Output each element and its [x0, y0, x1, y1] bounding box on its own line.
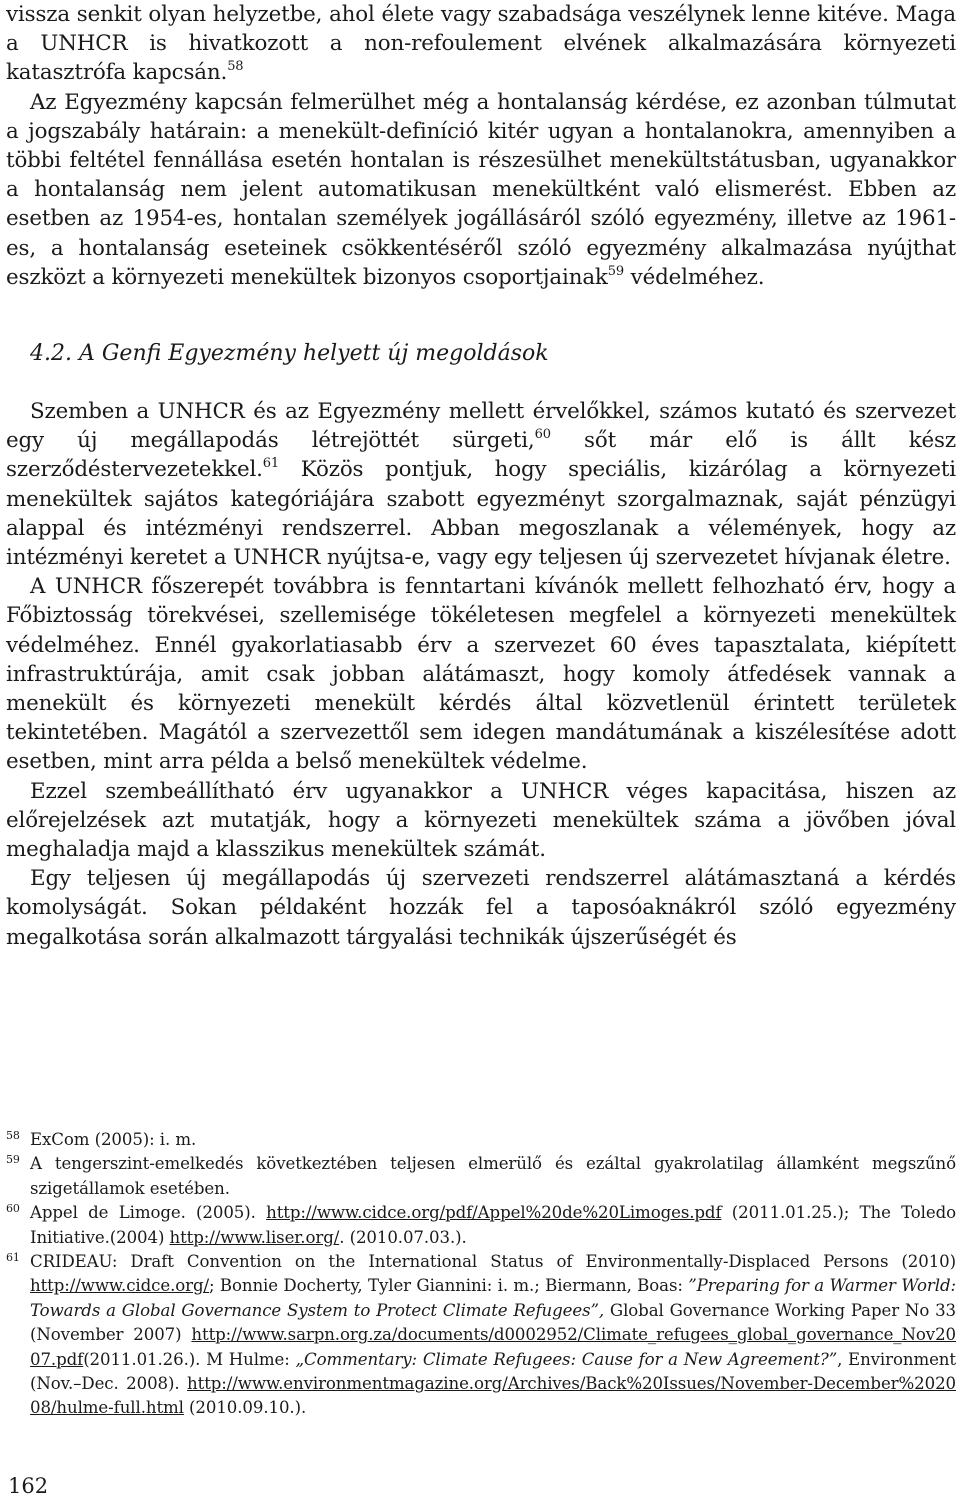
footnote-61: [6, 1250, 956, 1421]
body-text: [6, 0, 956, 292]
footnotes: [6, 1128, 956, 1421]
footnote-ref-60[interactable]: 60: [534, 427, 551, 443]
body-text-section: [6, 397, 956, 952]
footnote-text: Appel de Limoge. (2005). http://www.cidce.org/pdf/Appel%20de%20Limoges.pdf (2011.01.25.); The Toledo Initiative.(2004) http://www.liser.org/. (2010.07.03.).: [30, 1203, 956, 1247]
footnote-ref-58[interactable]: 58: [227, 59, 244, 75]
footnote-ref-59[interactable]: 59: [607, 263, 624, 279]
footnote-number: 61: [6, 1251, 20, 1265]
page-content: [6, 0, 956, 952]
footnote-59: [6, 1152, 956, 1201]
footnote-text: CRIDEAU: Draft Convention on the International Status of Environmentally-Displaced Persons (2010) http://www.cidce.org/; Bonnie Docherty, Tyler Giannini: i. m.; Biermann, Boas: ”Preparing for a Warmer World: Towards a Global Governance System to Protect Climate Refugees”, Global Governance Working Paper No 33 (November 2007) http://www.sarpn.org.za/documents/d0002952/Climate_refugees_global_governance_Nov2007.pdf(2011.01.26.). M Hulme: „Commentary: Climate Refugees: Cause for a New Agreement?”, Environment (Nov.–Dec. 2008). http://www.environmentmagazine.org/Archives/Back%20Issues/November-December%202008/hulme-full.html (2010.09.10.).: [30, 1252, 957, 1418]
footnote-number: 60: [6, 1202, 20, 1216]
paragraph-continued: vissza senkit olyan helyzetbe, ahol élete vagy szabadsága veszélynek lenne kitéve. Maga a UNHCR is hivatkozott a non-refoulement elvének alkalmazására környezeti katasztrófa kapcsán.$^{58}$: [6, 2, 956, 86]
paragraph-new-convention: Egy teljesen új megállapodás új szervezeti rendszerrel alátámasztaná a kérdés komolyságát. Sokan példaként hozzák fel a taposóaknákról szóló egyezmény megalkotása során alkalmazott tárgyalási technikák újszerűségét és: [6, 866, 956, 950]
footnote-ref-61[interactable]: 61: [262, 456, 280, 472]
footnote-60: [6, 1201, 956, 1250]
paragraph-capacity: Ezzel szembeállítható érv ugyanakkor a UNHCR véges kapacitása, hiszen az előrejelzések azt mutatják, hogy a környezeti menekültek száma a jövőben jóval meghaladja majd a klasszikus menekültek számát.: [6, 778, 956, 863]
footnote-number: 58: [6, 1129, 20, 1142]
footnote-text: A tengerszint-emelkedés következtében teljesen elmerülő és ezáltal gyakrolatilag államként megszűnő szigetállamok esetében.: [30, 1154, 956, 1198]
footnote-text: ExCom (2005): i. m.: [30, 1130, 197, 1149]
link-cidce[interactable]: http://www.cidce.org/: [30, 1276, 209, 1296]
page-number: 162: [8, 1474, 49, 1498]
link-sarpn[interactable]: http://www.sarpn.org.za/documents/d0002952/Climate_refugees_global_governance_Nov2007.pdf: [30, 1325, 956, 1369]
paragraph-statelessness: Az Egyezmény kapcsán felmerülhet még a hontalanság kérdése, ez azonban túlmutat a jogszabály határain: a menekült-definíció kitér ugyan a hontalanokra, amennyiben a többi feltétel fennállása esetén hontalan is részesülhet menekültstátusban, ugyanakkor a hontalanság nem jelent automatikusan menekültként való elismerést. Ebben az esetben az 1954-es, hontalan személyek jogállásáról szóló egyezmény, illetve az 1961-es, a hontalanság eseteinek csökkentéséről szóló egyezmény alkalmazása nyújthat eszközt a környezeti menekültek bizonyos csoportjainak$^{59}$ védelméhez.: [6, 89, 956, 290]
link-liser[interactable]: http://www.liser.org/: [169, 1227, 340, 1247]
link-environment-magazine[interactable]: http://www.environmentmagazine.org/Archives/Back%20Issues/November-December%202008/hulme-full.html: [30, 1374, 956, 1418]
paragraph-new-agreement: Szemben a UNHCR és az Egyezmény mellett érvelőkkel, számos kutató és szervezet egy új megállapodás létrejöttét sürgeti,$^{60}$ sőt már elő is állt kész szerződéstervezetekkel.$^{61}$ Közös pontjuk, hogy speciális, kizárólag a környezeti menekültek sajátos kategóriájára szabott egyezményt szorgalmaznak, saját pénzügyi alappal és intézményi rendszerrel. Abban megoszlanak a vélemények, hogy az intézményi keretet a UNHCR nyújtsa-e, vagy egy teljesen új szervezetet hívjanak életre.: [6, 399, 956, 571]
section-heading: 4.2. A Genfi Egyezmény helyett új megoldások: [30, 341, 549, 367]
paragraph-unhcr-role: A UNHCR főszerepét továbbra is fenntartani kívánók mellett felhozható érv, hogy a Főbiztosság törekvései, szellemisége tökéletesen megfelel a környezeti menekültek védelméhez. Ennél gyakorlatiasabb érv a szervezet 60 éves tapasztalata, kiépített infrastruktúrája, amit csak jobban alátámaszt, hogy komoly átfedések vannak a menekült és környezeti menekült kérdés által közvetlenül érintett területek tekintetében. Magától a szervezettől sem idegen mandátumának a kiszélesítése adott esetben, mint arra példa a belső menekültek védelme.: [6, 574, 956, 775]
link-cidce-appel[interactable]: http://www.cidce.org/pdf/Appel%20de%20Limoges.pdf: [266, 1203, 722, 1223]
footnote-number: 59: [6, 1153, 20, 1167]
footnote-58: [6, 1128, 956, 1152]
